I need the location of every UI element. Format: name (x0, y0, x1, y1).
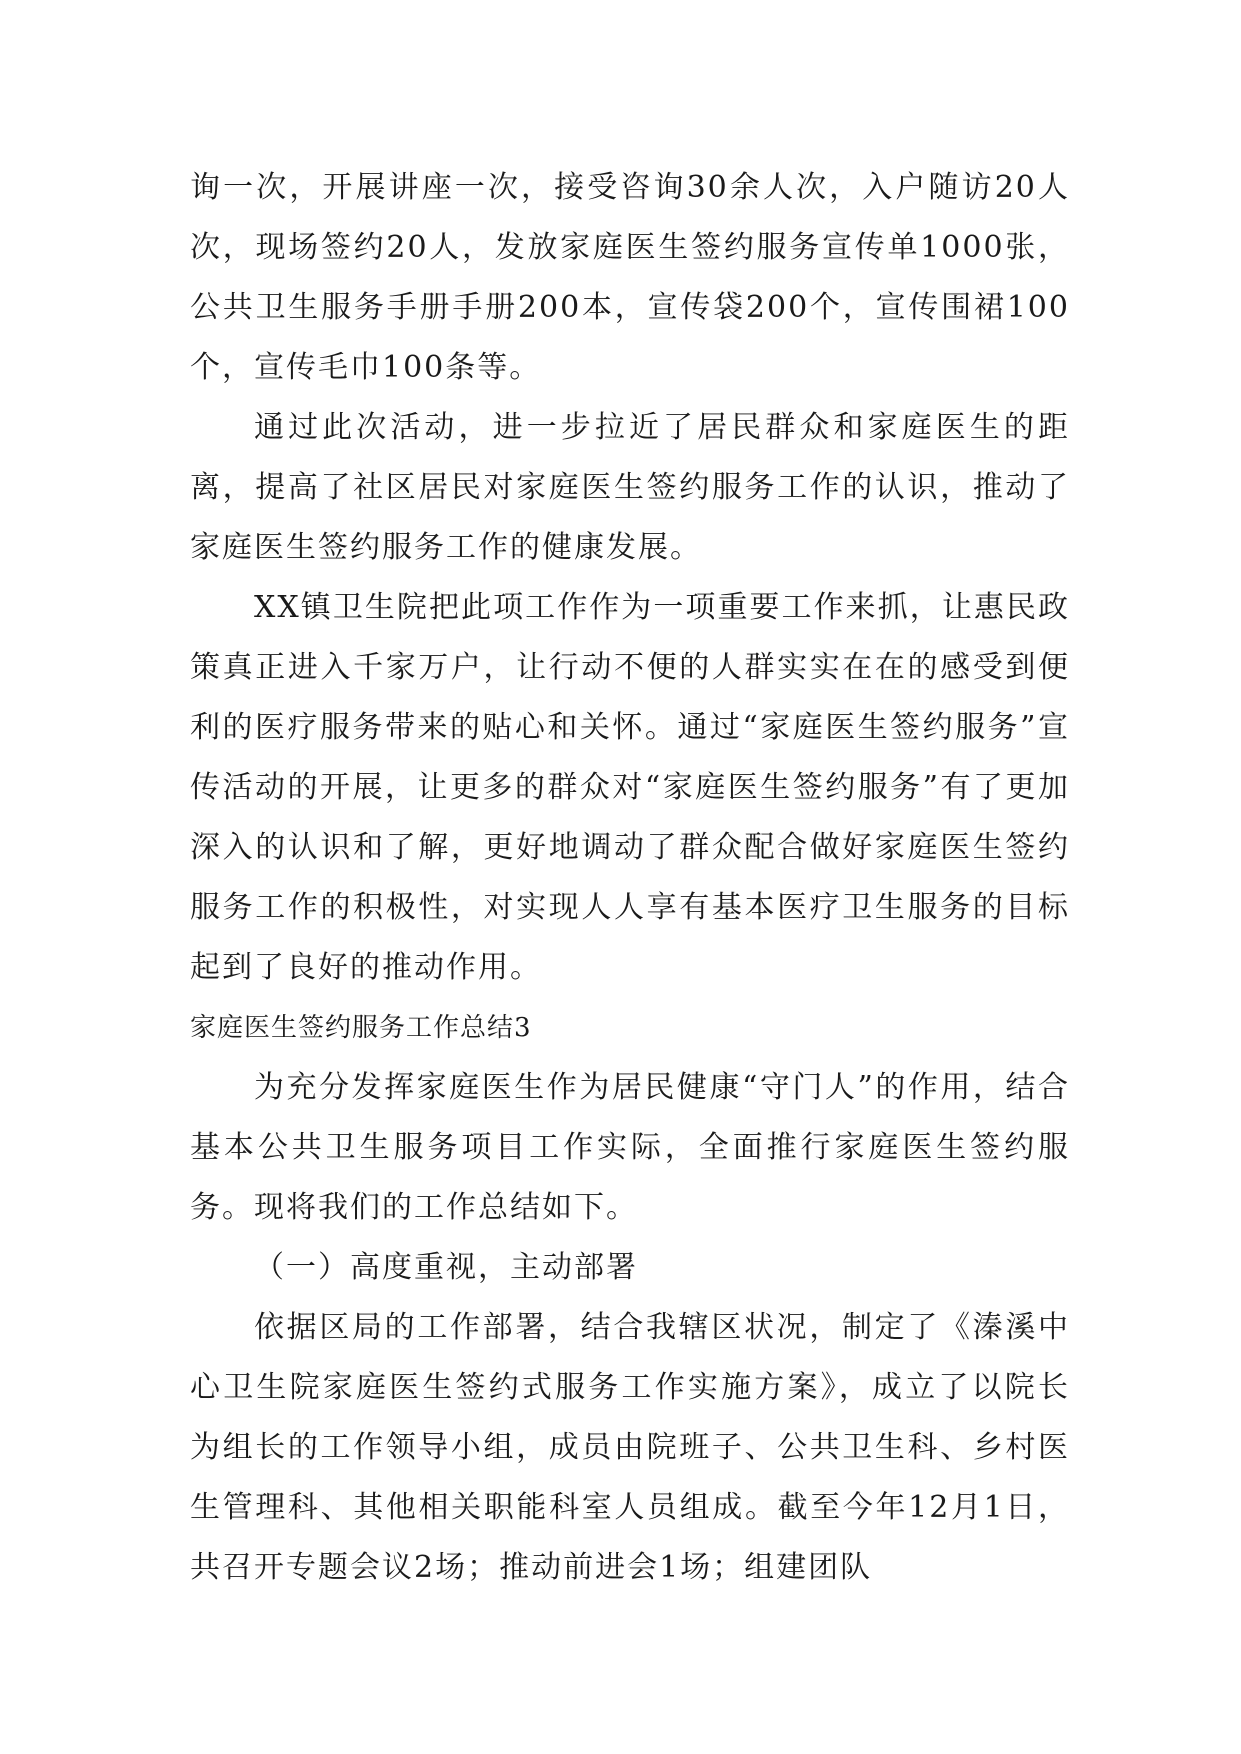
paragraph-activity-effect: 通过此次活动，进一步拉近了居民群众和家庭医生的距离，提高了社区居民对家庭医生签约服务工作的认识，推动了家庭医生签约服务工作的健康发展。 (190, 410, 1070, 565)
document-body (190, 158, 1070, 1598)
subheading-attention-deployment: （一）高度重视，主动部署 (254, 1250, 638, 1285)
paragraph-section-intro: 为充分发挥家庭医生作为居民健康“守门人”的作用，结合基本公共卫生服务项目工作实际，全面推行家庭医生签约服务。现将我们的工作总结如下。 (190, 1070, 1070, 1225)
paragraph-activity-stats: 询一次，开展讲座一次，接受咨询30余人次，入户随访20人次，现场签约20人，发放家庭医生签约服务宣传单1000张，公共卫生服务手册手册200本，宣传袋200个，宣传围裙100个，宣传毛巾100条等。 (190, 170, 1070, 385)
paragraph-hospital-work: XX镇卫生院把此项工作作为一项重要工作来抓，让惠民政策真正进入千家万户，让行动不便的人群实实在在的感受到便利的医疗服务带来的贴心和关怀。通过“家庭医生签约服务”宣传活动的开展，让更多的群众对“家庭医生签约服务”有了更加深入的认识和了解，更好地调动了群众配合做好家庭医生签约服务工作的积极性，对实现人人享有基本医疗卫生服务的目标起到了良好的推动作用。 (190, 590, 1070, 985)
section-title: 家庭医生签约服务工作总结3 (190, 1013, 532, 1043)
paragraph-deployment-details: 依据区局的工作部署，结合我辖区状况，制定了《溱溪中心卫生院家庭医生签约式服务工作实施方案》，成立了以院长为组长的工作领导小组，成员由院班子、公共卫生科、乡村医生管理科、其他相关职能科室人员组成。截至今年12月1日，共召开专题会议2场；推动前进会1场；组建团队 (190, 1310, 1070, 1585)
